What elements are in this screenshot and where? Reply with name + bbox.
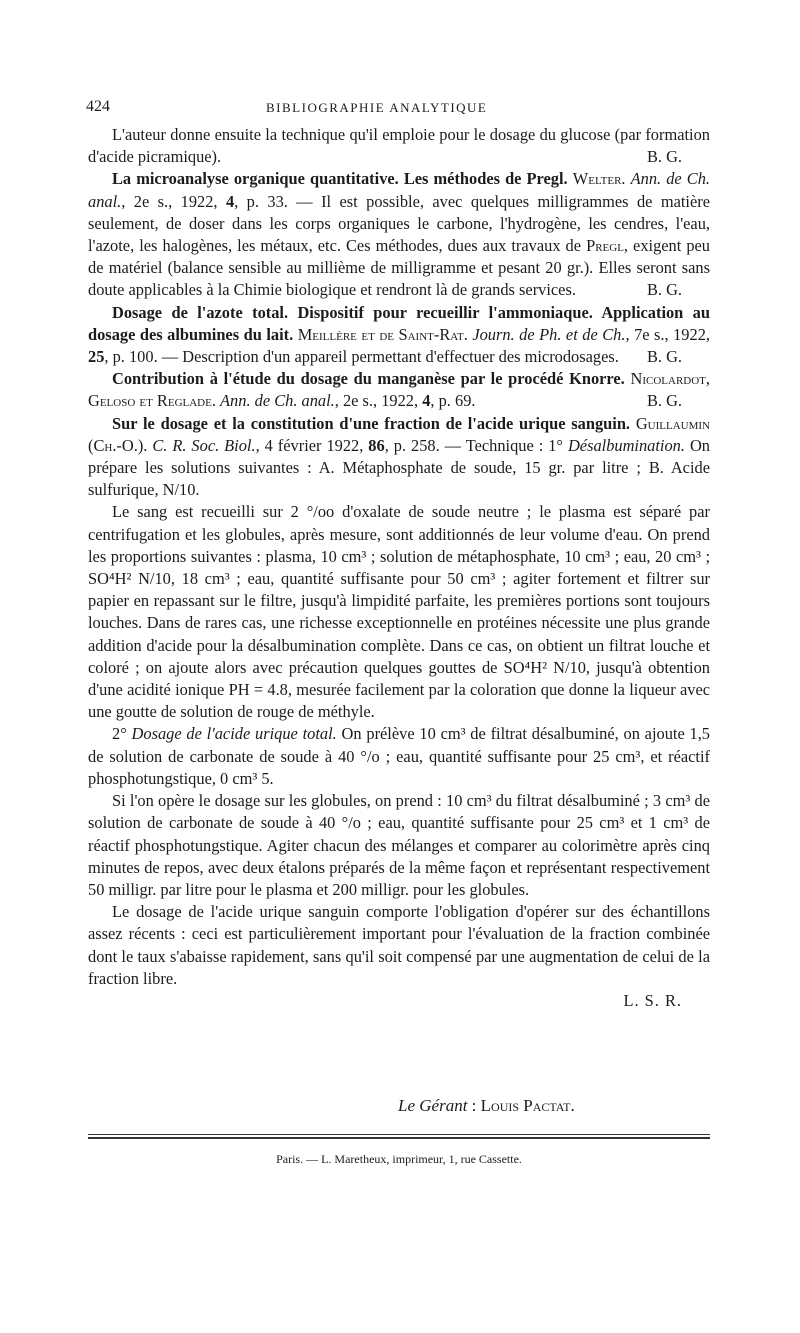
entry-text: , p. 69. bbox=[430, 391, 476, 411]
entry-journal: C. R. Soc. Biol. bbox=[152, 435, 256, 455]
entry-text: , p. 258. — Technique : 1° bbox=[384, 435, 568, 455]
entry-ref: , 2e s., 1922, bbox=[334, 391, 423, 411]
entry-welter bbox=[88, 168, 710, 301]
page-body bbox=[88, 124, 710, 1012]
intro-text: L'auteur donne ensuite la technique qu'il emploie pour le dosage du glucose (par formation d'acide picramique). bbox=[88, 125, 710, 167]
entry-subhead: Désalbumination. bbox=[567, 435, 685, 455]
entry-title: Contribution à l'étude du dosage du manganèse par le procédé Knorre. bbox=[112, 369, 625, 389]
entry-signature: L. S. R. bbox=[623, 990, 682, 1010]
gerant-separator: : bbox=[467, 1096, 481, 1115]
entry-title: Sur le dosage et la constitution d'une fraction de l'acide urique sanguin. bbox=[112, 413, 631, 433]
entry-name: Pregl bbox=[586, 236, 624, 256]
page-number: 424 bbox=[86, 98, 110, 115]
entry-journal: Ann. de Ch. anal. bbox=[88, 169, 710, 211]
entry-journal: Journ. de Ph. et de Ch. bbox=[472, 324, 626, 344]
entry-journal: Ann. de Ch. anal. bbox=[220, 391, 335, 411]
paragraph-text: On prélève 10 cm³ de filtrat désalbuminé, on ajoute 1,5 de solution de carbonate de soude à 40 °/o ; eau, quantité suffisante pour 25 cm³, et réactif phosphotungstique, 0 cm³ 5. bbox=[88, 724, 711, 788]
entry-title: Dosage de l'azote total. Dispositif pour recueillir l'ammoniaque. Application au dosage des albumines du lait. bbox=[88, 302, 710, 344]
entry-nicolardot bbox=[88, 368, 710, 412]
paragraph-globules: Si l'on opère le dosage sur les globules, on prend : 10 cm³ du filtrat désalbuminé ; 3 cm³ de solution de carbonate de soude à 40 °/o ; eau, quantité suffisante pour 25 cm³ et 1 cm³ de réactif phosphotungstique. Agiter chacun des mélanges et comparer au colorimètre après cinq minutes de repos, avec deux étalons préparés de la même façon et représentant respectivement 50 milligr. par litre pour le plasma et 200 milligr. pour les globules. bbox=[88, 791, 710, 899]
entry-ref: , 2e s., 1922, bbox=[121, 191, 226, 211]
paragraph-intro bbox=[88, 124, 710, 168]
gerant-name: Louis Pactat. bbox=[480, 1096, 575, 1115]
footer-rule-thick bbox=[88, 1137, 710, 1139]
gerant-line bbox=[398, 1096, 575, 1116]
entry-ref: , 7e s., 1922, bbox=[625, 324, 710, 344]
entry-text: , p. 100. — Description d'un appareil permettant d'effectuer des microdosages. bbox=[104, 347, 619, 367]
entry-author: Meillère et de Saint-Rat. bbox=[297, 324, 468, 344]
paragraph-conclusion: Le dosage de l'acide urique sanguin comporte l'obligation d'opérer sur des échantillons assez récents : ceci est particulièrement important pour l'évaluation de la fraction combinée dont le taux s'abaisse rapidement, sans qu'il soit compensé par une augmentation de celui de la fraction libre. bbox=[88, 902, 710, 988]
footer-rule bbox=[88, 1134, 710, 1135]
entry-ref: , 4 février 1922, bbox=[255, 435, 369, 455]
entry-text: , exigent peu de matériel (balance sensible au millième de milligramme et pesant 20 gr.). Elles seront sans doute applicables à la Chimie biologique et rendront là de grands services. bbox=[88, 236, 711, 300]
paragraph-dosage-total bbox=[88, 723, 710, 790]
entry-text: On prépare les solutions suivantes : A. Métaphosphate de soude, 15 gr. par litre ; B. Acide sulfurique, N/10. bbox=[88, 435, 710, 500]
gerant-label: Le Gérant bbox=[398, 1096, 468, 1115]
running-title: BIBLIOGRAPHIE ANALYTIQUE bbox=[266, 100, 488, 115]
entry-meillere bbox=[88, 302, 710, 369]
entry-volume: 4 bbox=[225, 191, 235, 211]
entry-text: , p. 33. — Il est possible, avec quelques milligrammes de matière seulement, de doser dans les corps organiques le carbone, l'hydrogène, les cendres, l'eau, l'azote, les halogènes, les métaux, etc. Ces méthodes, dues aux travaux de bbox=[88, 191, 710, 256]
paragraph-lead: 2° bbox=[112, 724, 132, 744]
entry-author: Nicolardot, Geloso et Reglade. bbox=[88, 369, 710, 411]
entry-title: La microanalyse organique quantitative. Les méthodes de Pregl. bbox=[112, 169, 568, 189]
entry-signature: B. G. bbox=[646, 280, 682, 300]
printer-imprint: Paris. — L. Maretheux, imprimeur, 1, rue Cassette. bbox=[276, 1152, 522, 1166]
intro-signature: B. G. bbox=[646, 147, 682, 167]
entry-volume: 86 bbox=[368, 435, 385, 455]
entry-author: Welter. bbox=[572, 169, 626, 189]
paragraph-subhead: Dosage de l'acide urique total. bbox=[131, 724, 337, 744]
entry-volume: 4 bbox=[422, 391, 431, 411]
entry-volume: 25 bbox=[88, 347, 105, 367]
entry-author: Guillaumin (Ch.-O.). bbox=[88, 413, 710, 455]
paragraph-sang: Le sang est recueilli sur 2 °/oo d'oxalate de soude neutre ; le plasma est séparé par centrifugation et les globules, après mesure, sont additionnés de leur volume d'eau. On prend les proportions suivantes : plasma, 10 cm³ ; solution de métaphosphate, 10 cm³ ; eau, 20 cm³ ; SO⁴H² N/10, 18 cm³ ; eau, quantité suffisante pour 50 cm³ ; agiter fortement et filtrer sur papier en repassant sur le filtre, jusqu'à limpidité parfaite, les premières portions sont toujours louches. Dans de rares cas, une richesse exceptionnelle en protéines nécessite une plus grande addition d'acide pour la désalbumination complète. Dans ce cas, on obtient un filtrat louche et coloré ; on ajoute alors avec précaution quelques gouttes de SO⁴H² N/10, jusqu'à obtention d'une acidité ionique PH = 4.8, mesurée facilement par la coloration que donne la liqueur avec une goutte de solution de rouge de méthyle. bbox=[88, 502, 710, 722]
entry-signature: B. G. bbox=[646, 347, 682, 367]
entry-signature: B. G. bbox=[646, 391, 682, 411]
entry-guillaumin bbox=[88, 413, 710, 502]
